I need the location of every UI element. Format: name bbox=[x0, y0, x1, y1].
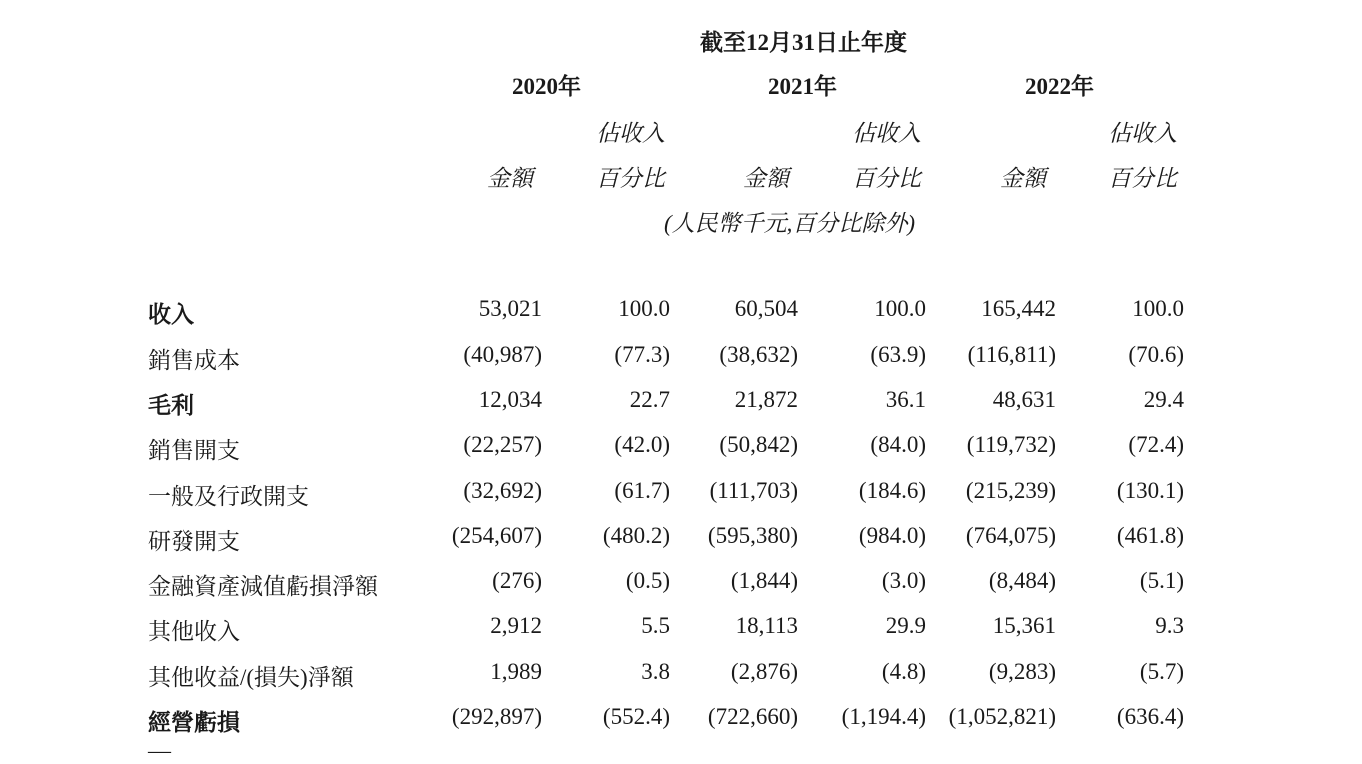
pct-header-line2-2020: 百分比 bbox=[596, 166, 665, 191]
row-value: (40,987) bbox=[463, 342, 542, 367]
row-value: (5.7) bbox=[1139, 659, 1184, 684]
row-label: 收入 bbox=[148, 302, 194, 327]
row-label: 毛利 bbox=[148, 393, 194, 418]
year-2022-header: 2022年 bbox=[1025, 74, 1094, 99]
amount-header-2020: 金額 bbox=[487, 166, 533, 191]
row-value: (0.5) bbox=[625, 568, 670, 593]
row-label: 經營虧損 bbox=[148, 710, 240, 735]
pct-header-line2-2021: 百分比 bbox=[852, 166, 921, 191]
row-value: (84.0) bbox=[870, 432, 926, 457]
row-value: 165,442 bbox=[981, 296, 1056, 321]
row-value: (254,607) bbox=[451, 523, 542, 548]
year-2021-header: 2021年 bbox=[768, 74, 837, 99]
row-value: (1,844) bbox=[730, 568, 798, 593]
row-value: (72.4) bbox=[1128, 432, 1184, 457]
row-value: (116,811) bbox=[967, 342, 1056, 367]
row-value: (9,283) bbox=[988, 659, 1056, 684]
row-value: 21,872 bbox=[734, 387, 798, 412]
row-value: 60,504 bbox=[734, 296, 798, 321]
row-value: (4.8) bbox=[881, 659, 926, 684]
row-value: (111,703) bbox=[709, 478, 798, 503]
row-value: (61.7) bbox=[614, 478, 670, 503]
row-value: 2,912 bbox=[490, 613, 542, 638]
row-value: 29.9 bbox=[885, 613, 926, 638]
row-value: (38,632) bbox=[719, 342, 798, 367]
row-value: 100.0 bbox=[618, 296, 670, 321]
row-value: 48,631 bbox=[992, 387, 1056, 412]
row-value: (722,660) bbox=[707, 704, 798, 729]
row-value: (119,732) bbox=[966, 432, 1056, 457]
row-value: (8,484) bbox=[988, 568, 1056, 593]
row-value: 1,989 bbox=[490, 659, 542, 684]
period-caption: 截至12月31日止年度 bbox=[700, 30, 907, 55]
row-value: 22.7 bbox=[629, 387, 670, 412]
row-value: (130.1) bbox=[1116, 478, 1184, 503]
unit-note: (人民幣千元,百分比除外) bbox=[664, 211, 916, 236]
row-value: (984.0) bbox=[858, 523, 926, 548]
row-value: 5.5 bbox=[641, 613, 670, 638]
row-label: 銷售成本 bbox=[148, 348, 240, 373]
row-value: (63.9) bbox=[870, 342, 926, 367]
row-value: 100.0 bbox=[874, 296, 926, 321]
row-label: 研發開支 bbox=[148, 529, 240, 554]
row-value: (5.1) bbox=[1139, 568, 1184, 593]
row-value: (292,897) bbox=[451, 704, 542, 729]
row-value: (70.6) bbox=[1128, 342, 1184, 367]
row-value: (461.8) bbox=[1116, 523, 1184, 548]
row-value: (552.4) bbox=[602, 704, 670, 729]
pct-header-line1-2020: 佔收入 bbox=[596, 121, 665, 146]
row-value: 29.4 bbox=[1143, 387, 1184, 412]
row-value: 18,113 bbox=[735, 613, 798, 638]
row-value: 15,361 bbox=[992, 613, 1056, 638]
row-value: (3.0) bbox=[881, 568, 926, 593]
row-value: (2,876) bbox=[730, 659, 798, 684]
row-value: (1,052,821) bbox=[948, 704, 1056, 729]
amount-header-2022: 金額 bbox=[1000, 166, 1046, 191]
row-value: (184.6) bbox=[858, 478, 926, 503]
pct-header-line2-2022: 百分比 bbox=[1108, 166, 1177, 191]
row-value: (595,380) bbox=[707, 523, 798, 548]
row-value: (42.0) bbox=[614, 432, 670, 457]
pct-header-line1-2021: 佔收入 bbox=[852, 121, 921, 146]
row-value: (77.3) bbox=[614, 342, 670, 367]
row-label: 銷售開支 bbox=[148, 438, 240, 463]
row-value: 36.1 bbox=[885, 387, 926, 412]
row-value: (32,692) bbox=[463, 478, 542, 503]
pct-header-line1-2022: 佔收入 bbox=[1108, 121, 1177, 146]
truncated-next-row: — bbox=[148, 738, 171, 763]
row-value: (276) bbox=[492, 568, 542, 593]
year-2020-header: 2020年 bbox=[512, 74, 581, 99]
row-value: (1,194.4) bbox=[841, 704, 926, 729]
row-value: 100.0 bbox=[1132, 296, 1184, 321]
row-value: 9.3 bbox=[1155, 613, 1184, 638]
row-value: 12,034 bbox=[478, 387, 542, 412]
row-value: (215,239) bbox=[965, 478, 1056, 503]
row-value: 3.8 bbox=[641, 659, 670, 684]
row-value: (480.2) bbox=[602, 523, 670, 548]
amount-header-2021: 金額 bbox=[743, 166, 789, 191]
row-value: (22,257) bbox=[463, 432, 542, 457]
row-value: (50,842) bbox=[719, 432, 798, 457]
row-label: 一般及行政開支 bbox=[148, 484, 309, 509]
row-value: (764,075) bbox=[965, 523, 1056, 548]
row-label: 其他收益/(損失)淨額 bbox=[148, 665, 354, 690]
row-value: (636.4) bbox=[1116, 704, 1184, 729]
row-label: 金融資產減值虧損淨額 bbox=[148, 574, 378, 599]
row-label: 其他收入 bbox=[148, 619, 240, 644]
row-value: 53,021 bbox=[478, 296, 542, 321]
